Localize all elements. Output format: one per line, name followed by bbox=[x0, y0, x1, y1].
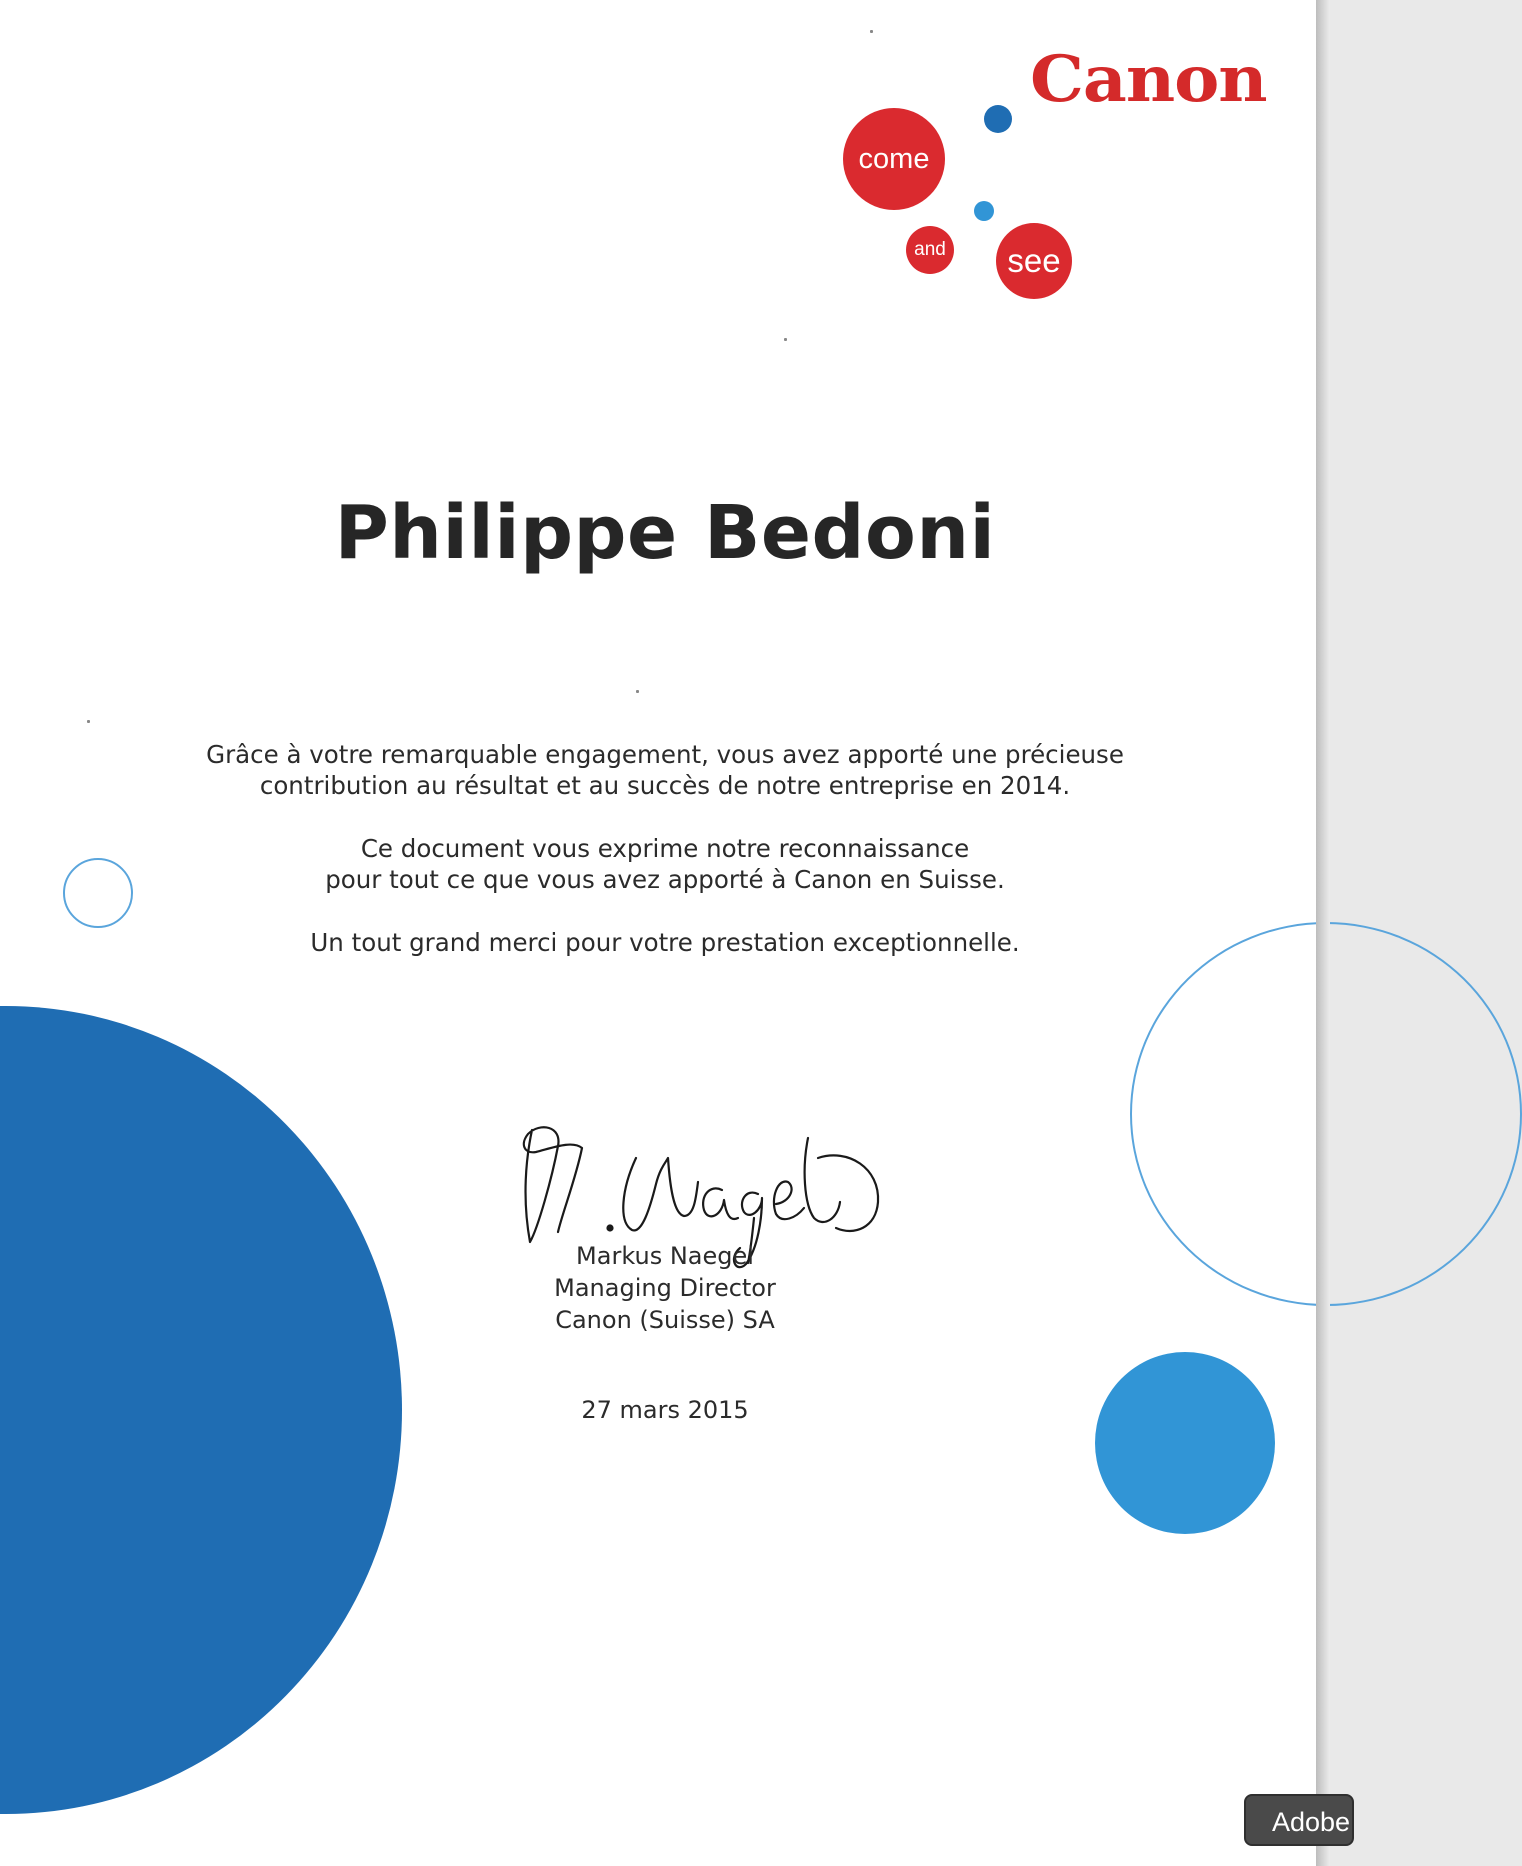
signer-company: Canon (Suisse) SA bbox=[555, 1306, 775, 1334]
paragraph-thanks: Un tout grand merci pour votre prestation exceptionnelle. bbox=[310, 928, 1020, 957]
paragraph-engagement bbox=[0, 739, 1330, 801]
paragraph-recognition bbox=[0, 833, 1330, 895]
see-bubble bbox=[996, 223, 1072, 299]
canon-logo: Canon bbox=[1030, 42, 1267, 117]
paragraph-line: Ce document vous exprime notre reconnaissance bbox=[360, 834, 970, 863]
tiny-blue-dot bbox=[974, 201, 994, 221]
and-bubble bbox=[906, 226, 954, 274]
see-text: see bbox=[1007, 242, 1061, 279]
signer-block bbox=[0, 1240, 1330, 1336]
scan-speck bbox=[784, 338, 787, 341]
issue-date: 27 mars 2015 bbox=[581, 1396, 749, 1424]
scan-speck bbox=[870, 30, 873, 33]
signer-name: Markus Naegel bbox=[576, 1242, 754, 1270]
light-blue-circle bbox=[1095, 1352, 1275, 1534]
scan-speck bbox=[87, 720, 90, 723]
and-text: and bbox=[914, 239, 946, 260]
small-blue-dot bbox=[984, 105, 1012, 133]
paragraph-line: contribution au résultat et au succès de notre entreprise en 2014. bbox=[259, 771, 1071, 800]
page-edge-shadow bbox=[1316, 0, 1330, 1866]
paragraph-line: pour tout ce que vous avez apporté à Canon en Suisse. bbox=[325, 865, 1005, 894]
adobe-button[interactable]: Adobe bbox=[1244, 1794, 1354, 1846]
signer-title: Managing Director bbox=[554, 1274, 776, 1302]
come-text: come bbox=[858, 142, 930, 175]
scan-speck bbox=[636, 690, 639, 693]
paragraph-line: Grâce à votre remarquable engagement, vous avez apporté une précieuse bbox=[206, 740, 1124, 769]
come-bubble bbox=[843, 108, 945, 210]
recipient-name: Philippe Bedoni bbox=[334, 490, 996, 576]
